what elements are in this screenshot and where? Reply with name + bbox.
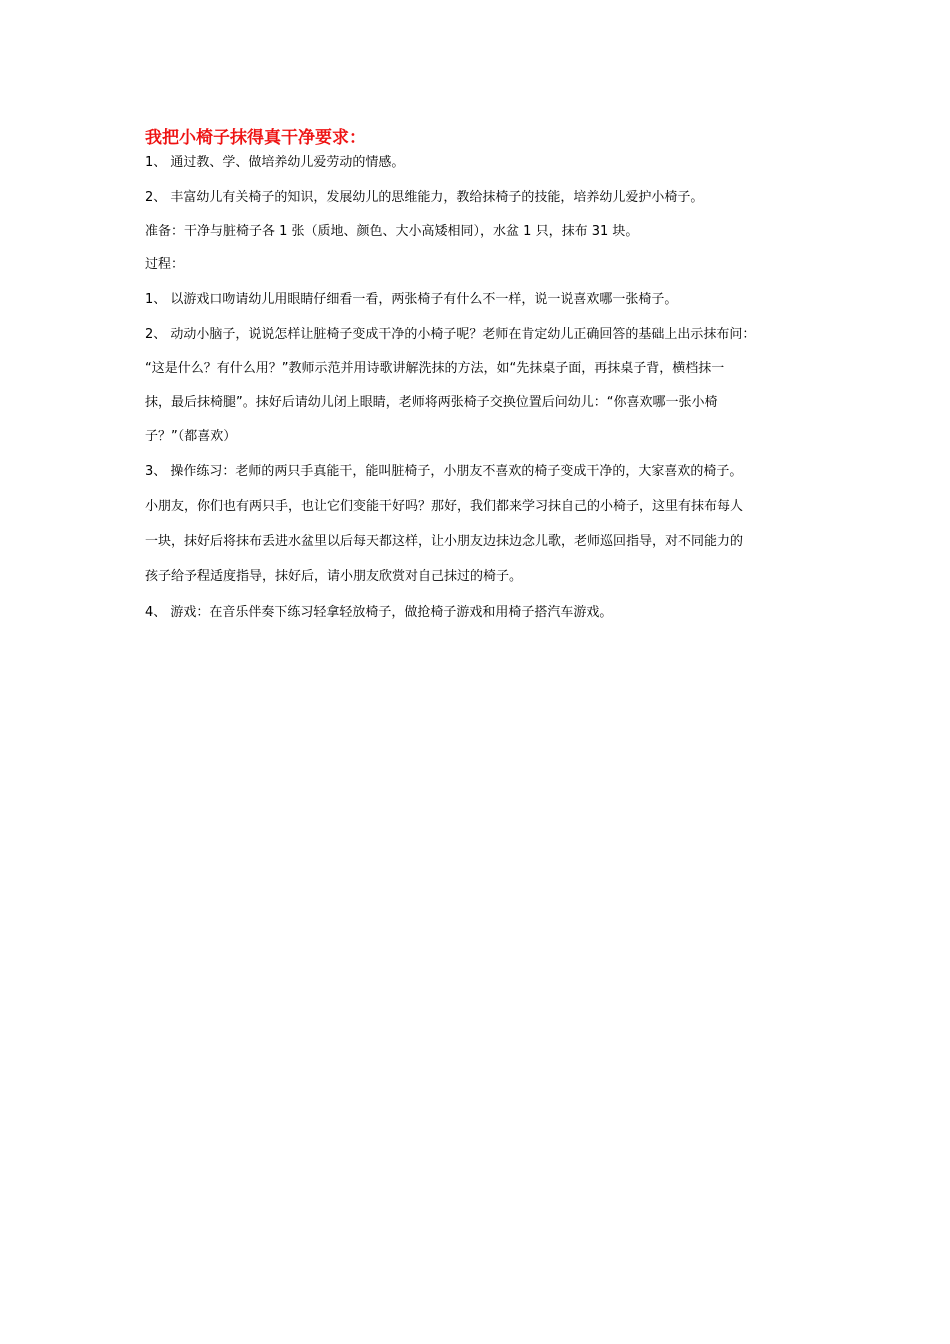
process-step-3-line-1: 3、 操作练习：老师的两只手真能干，能叫脏椅子，小朋友不喜欢的椅子变成干净的，大家喜欢的椅子。 xyxy=(145,464,743,479)
process-step-3-line-3: 一块，抹好后将抹布丢进水盆里以后每天都这样，让小朋友边抹边念儿歌，老师巡回指导，对不同能力的 xyxy=(145,534,744,549)
process-step-3-line-2: 小朋友，你们也有两只手，也让它们变能干好吗？那好，我们都来学习抹自己的小椅子，这里有抹布每人 xyxy=(145,499,744,514)
objective-2: 2、 丰富幼儿有关椅子的知识，发展幼儿的思维能力，教给抹椅子的技能，培养幼儿爱护小椅子。 xyxy=(145,190,704,205)
objective-1: 1、 通过教、学、做培养幼儿爱劳动的情感。 xyxy=(145,155,405,170)
process-step-1: 1、 以游戏口吻请幼儿用眼睛仔细看一看，两张椅子有什么不一样，说一说喜欢哪一张椅子。 xyxy=(145,292,678,307)
process-step-2-line-2: “这是什么？有什么用？”教师示范并用诗歌讲解洗抹的方法，如“先抹桌子面，再抹桌子背，横档抹一 xyxy=(145,361,725,376)
process-heading: 过程： xyxy=(145,257,185,272)
document-body xyxy=(145,120,815,623)
process-step-3-line-4: 孩子给予程适度指导，抹好后，请小朋友欣赏对自己抹过的椅子。 xyxy=(145,569,523,584)
document-title: 我把小椅子抹得真干净要求： xyxy=(145,128,366,148)
process-step-2-line-3: 抹，最后抹椅腿”。抹好后请幼儿闭上眼睛，老师将两张椅子交换位置后问幼儿：“你喜欢哪一张小椅 xyxy=(145,395,718,410)
process-step-2-line-1: 2、 动动小脑子，说说怎样让脏椅子变成干净的小椅子呢？老师在肯定幼儿正确回答的基础上出示抹布问： xyxy=(145,327,756,342)
process-step-4: 4、 游戏：在音乐伴奏下练习轻拿轻放椅子，做抢椅子游戏和用椅子搭汽车游戏。 xyxy=(145,605,613,620)
process-step-2-line-4: 子？”（都喜欢） xyxy=(145,429,237,444)
preparation-line: 准备：干净与脏椅子各 1 张（质地、颜色、大小高矮相同），水盆 1 只，抹布 31 块。 xyxy=(145,224,639,239)
